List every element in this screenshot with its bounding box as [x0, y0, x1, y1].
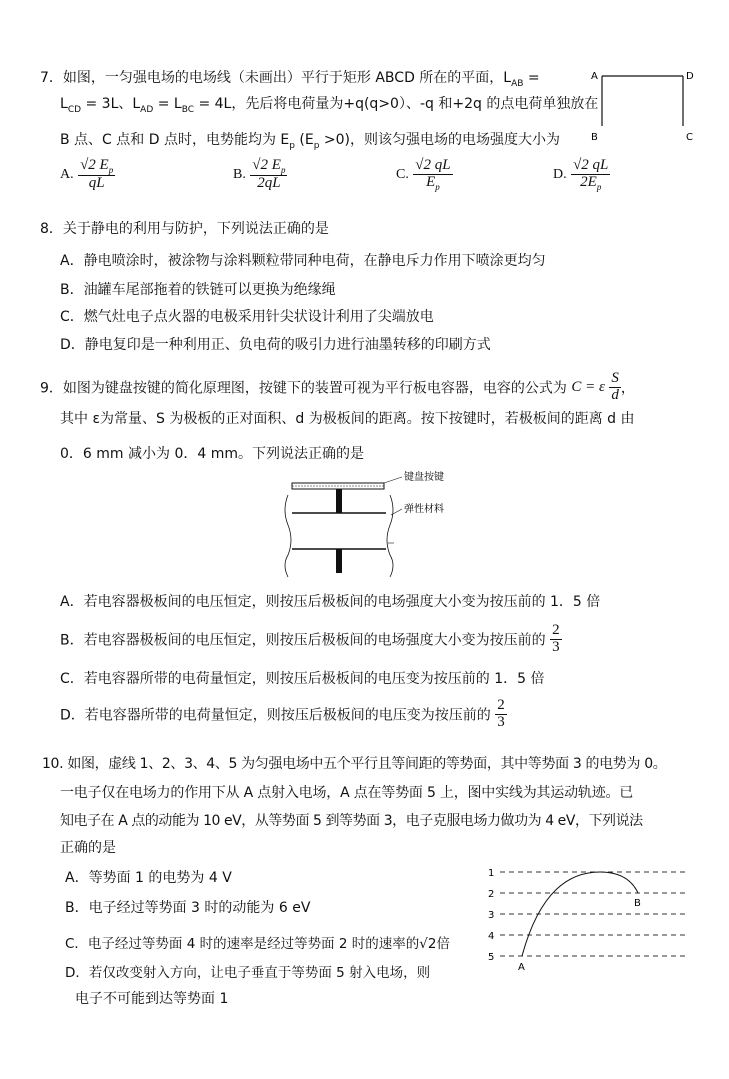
q9-option-b[interactable]	[60, 623, 562, 656]
q7-option-a[interactable]	[60, 158, 115, 192]
q9-option-a[interactable]: A．若电容器极板间的电压恒定，则按压后极板间的电场强度大小变为按压前的 1．5 倍	[60, 594, 601, 610]
q7-opt-c-letter: C.	[396, 167, 409, 183]
q10-line1: 10. 如图，虚线 1、2、3、4、5 为匀强电场中五个平行且等间距的等势面，其中等势面 3 的电势为 0。	[42, 756, 667, 772]
q9-opt-d-text: D．若电容器所带的电荷量恒定，则按压后极板间的电压变为按压前的	[60, 707, 491, 724]
q9-option-c[interactable]: C．若电容器所带的电荷量恒定，则按压后极板间的电压变为按压前的 1．5 倍	[60, 671, 545, 687]
q7-line2d: = 4L，先后将电荷量为+q(q>0）、-q 和+2q 的点电荷单独放在	[194, 96, 599, 112]
q8-option-b[interactable]: B．油罐车尾部拖着的铁链可以更换为绝缘绳	[60, 282, 336, 298]
q7-line3b: (E	[294, 132, 314, 148]
q7-opt-c-den: E	[426, 173, 436, 190]
q8-stem: 8．关于静电的利用与防护，下列说法正确的是	[40, 221, 329, 237]
q10-equipotential-figure	[480, 860, 695, 975]
q7-fig-label-b: B	[591, 132, 598, 143]
q7-option-b[interactable]	[233, 158, 287, 192]
q9-opt-b-text: B．若电容器极板间的电压恒定，则按压后极板间的电场强度大小变为按压前的	[60, 632, 546, 649]
q10-option-d-cont: 电子不可能到达等势面 1	[75, 991, 229, 1007]
q7-fig-label-d: D	[686, 71, 694, 82]
q7-option-c[interactable]	[396, 158, 453, 192]
q9-opt-d-num: 2	[497, 697, 505, 713]
q7-opt-c-num: √2 qL	[415, 157, 451, 173]
q7-line3c: >0)，则该匀强电场的电场强度大小为	[319, 132, 561, 148]
q7-sub-ab: AB	[511, 78, 524, 89]
q10-fig-label-a: A	[518, 962, 525, 973]
q7-opt-d-den: 2E	[580, 173, 597, 190]
q7-sub-ad: AD	[140, 104, 154, 115]
q8-option-d[interactable]: D．静电复印是一种利用正、负电荷的吸引力进行油墨转移的印刷方式	[60, 337, 491, 353]
q10-option-b[interactable]: B．电子经过等势面 3 时的动能为 6 eV	[65, 900, 311, 916]
q9-line1-text: 9．如图为键盘按键的简化原理图，按键下的装置可视为平行板电容器，电容的公式为	[40, 380, 567, 397]
q7-fig-label-c: C	[686, 132, 693, 143]
q9-line2: 其中 ε为常量、S 为极板的正对面积、d 为极板间的距离。按下按键时，若极板间的距离 d 由	[60, 411, 635, 427]
q7-opt-a-num: √2 E	[80, 157, 109, 173]
q9-opt-d-den: 3	[497, 713, 505, 730]
q9-line3: 0．6 mm 减小为 0．4 mm。下列说法正确的是	[60, 446, 364, 462]
q9-formula-den: d	[611, 386, 619, 403]
q9-formula-num: S	[611, 370, 619, 386]
q7-rectangle-figure	[588, 64, 698, 146]
q10-option-c[interactable]: C．电子经过等势面 4 时的速率是经过等势面 2 时的速率的√2倍	[65, 936, 450, 952]
q10-fig-label-1: 1	[488, 868, 495, 879]
q7-sub-cd: CD	[67, 104, 82, 115]
q8-option-c[interactable]: C．燃气灶电子点火器的电极采用针尖状设计利用了尖端放电	[60, 309, 434, 325]
q7-opt-a-sub: p	[108, 165, 114, 175]
q9-line1-end: ，	[620, 380, 635, 397]
q10-fig-label-b: B	[634, 898, 641, 909]
q10-option-a[interactable]: A．等势面 1 的电势为 4 V	[65, 870, 232, 886]
q7-line2c: = L	[153, 96, 182, 112]
q7-fig-label-a: A	[591, 71, 598, 82]
q7-line3-text: B 点、C 点和 D 点时，电势能均为 E	[60, 132, 290, 148]
q7-opt-d-num: √2 qL	[573, 157, 609, 173]
q7-opt-b-letter: B.	[233, 167, 246, 183]
q9-formula-lhs: C = ε	[571, 378, 605, 395]
q9-opt-b-num: 2	[552, 622, 560, 638]
q9-opt-b-den: 3	[552, 638, 560, 655]
q10-fig-label-4: 4	[488, 931, 495, 942]
q7-opt-c-densub: p	[435, 181, 440, 192]
q7-sub-p2: p	[313, 140, 320, 151]
q7-line2	[60, 93, 598, 115]
q7-eq: =	[523, 70, 540, 86]
q7-sub-bc: BC	[181, 104, 195, 115]
q9-keyboard-figure	[270, 465, 520, 585]
q7-line1-text: 7．如图，一匀强电场的电场线（未画出）平行于矩形 ABCD 所在的平面，L	[40, 70, 512, 86]
q7-opt-a-letter: A.	[60, 167, 74, 183]
q7-line1	[40, 67, 540, 89]
q7-sub-p: p	[289, 140, 295, 151]
q9-line1	[40, 371, 635, 404]
q9-label-elastic: 弹性材料	[404, 504, 444, 515]
q7-opt-d-densub: p	[596, 181, 602, 192]
q9-option-d[interactable]	[60, 698, 507, 731]
q10-line4: 正确的是	[60, 840, 116, 856]
q7-opt-d-letter: D.	[553, 167, 567, 183]
q10-fig-label-2: 2	[488, 889, 495, 900]
q9-label-key: 键盘按键	[404, 472, 444, 483]
q8-option-a[interactable]: A．静电喷涂时，被涂物与涂料颗粒带同种电荷，在静电斥力作用下喷涂更均匀	[60, 253, 546, 269]
q7-opt-b-num: √2 E	[252, 157, 281, 173]
q10-fig-label-5: 5	[488, 952, 495, 963]
q10-line3: 知电子在 A 点的动能为 10 eV，从等势面 5 到等势面 3，电子克服电场力做功为 4 eV，下列说法	[60, 813, 643, 829]
q7-opt-a-den: qL	[88, 175, 105, 192]
q10-line2: 一电子仅在电场力的作用下从 A 点射入电场，A 点在等势面 5 上，图中实线为其运动轨迹。已	[60, 785, 634, 801]
q10-fig-label-3: 3	[488, 910, 495, 921]
q7-line3	[60, 129, 560, 151]
q7-option-d[interactable]	[553, 158, 610, 192]
q7-l: L	[60, 96, 68, 112]
q7-line2b: = 3L、L	[81, 96, 141, 112]
q7-opt-b-sub: p	[280, 165, 286, 175]
q10-option-d[interactable]: D．若仅改变射入方向，让电子垂直于等势面 5 射入电场，则	[65, 965, 431, 981]
q7-opt-b-den: 2qL	[257, 175, 281, 192]
